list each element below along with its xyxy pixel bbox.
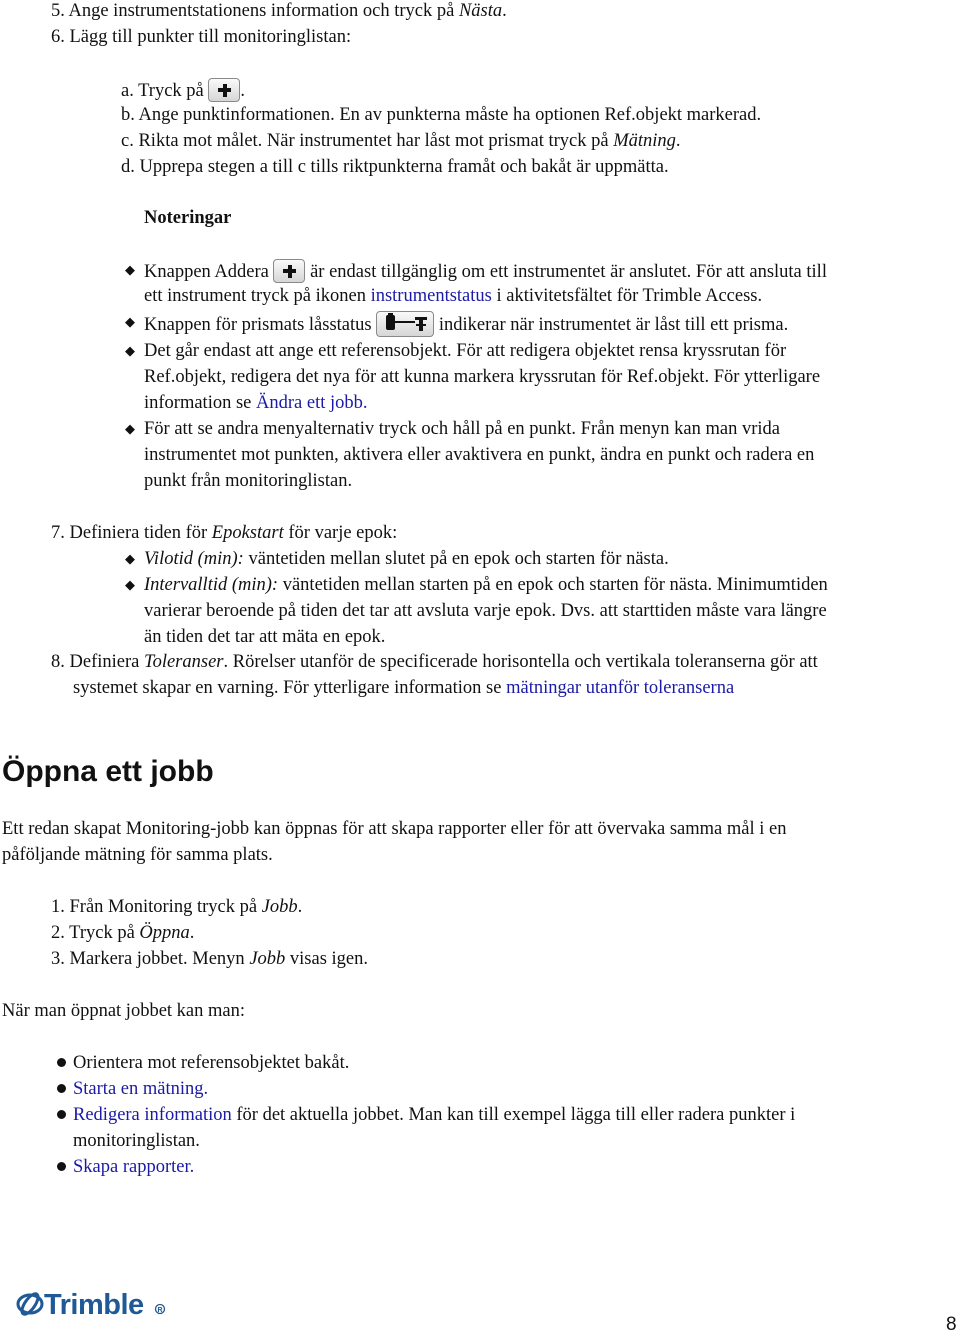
diamond-bullet-icon: ◆	[125, 551, 135, 566]
trimble-logo	[16, 1284, 168, 1326]
toleranser-link[interactable]: mätningar utanför toleranserna	[506, 678, 735, 698]
bullet-item-2	[73, 1078, 208, 1100]
open-step-2: 2. Tryck på Öppna.	[51, 923, 195, 943]
open-step-3: 3. Markera jobbet. Menyn Jobb visas igen.	[51, 949, 369, 969]
add-plus-icon	[273, 259, 305, 283]
svg-text:R: R	[157, 1307, 163, 1314]
substep-a: a. Tryck på .	[121, 78, 245, 102]
section-intro-line-1: Ett redan skapat Monitoring-jobb kan öppnas för att skapa rapporter eller för att övervaka samma mål i en	[2, 819, 787, 839]
starta-matning-link[interactable]: Starta en mätning.	[73, 1079, 209, 1099]
step-7-bullet-2-line-3: än tiden det tar att mäta en epok.	[144, 627, 386, 647]
bullet-dot-icon	[57, 1058, 66, 1067]
bullet-item-3-line-1: Redigera information för det aktuella jobbet. Man kan till exempel lägga till eller radera punkter i	[73, 1105, 796, 1125]
step-8-line-1: 8. Definiera Toleranser. Rörelser utanför de specificerade horisontella och vertikala toleranserna gör att	[51, 652, 818, 672]
step-7-bullet-2-line-2: varierar beroende på tiden det tar att avsluta varje epok. Dvs. att starttiden måste vara längre	[144, 601, 827, 621]
step-7-bullet-1: Vilotid (min): väntetiden mellan slutet på en epok och starten för nästa.	[144, 549, 669, 569]
diamond-bullet-icon: ◆	[125, 421, 135, 436]
note-4-line-1: För att se andra menyalternativ tryck och håll på en punkt. Från menyn kan man vrida	[144, 419, 781, 439]
step-number: 6.	[51, 27, 65, 47]
step-6: 6. Lägg till punkter till monitoringlistan:	[51, 27, 352, 47]
substep-c: c. Rikta mot målet. När instrumentet har låst mot prismat tryck på Mätning.	[121, 131, 681, 151]
note-4-line-2: instrumentet mot punkten, aktivera eller avaktivera en punkt, ändra en punkt och radera en	[144, 445, 815, 465]
bullet-dot-icon	[57, 1162, 66, 1171]
step-7: 7. Definiera tiden för Epokstart för varje epok:	[51, 523, 398, 543]
note-1-line-2: ett instrument tryck på ikonen instrumentstatus i aktivitetsfältet för Trimble Access.	[144, 286, 763, 306]
substep-d: d. Upprepa stegen a till c tills riktpunkterna framåt och bakåt är uppmätta.	[121, 157, 669, 177]
andra-ett-jobb-link[interactable]: Ändra ett jobb.	[256, 393, 368, 413]
bullet-dot-icon	[57, 1110, 66, 1119]
diamond-bullet-icon: ◆	[125, 343, 135, 358]
note-3-line-2: Ref.objekt, redigera det nya för att kunna markera kryssrutan för Ref.objekt. För ytterligare	[144, 367, 821, 387]
substep-b: b. Ange punktinformationen. En av punkterna måste ha optionen Ref.objekt markerad.	[121, 105, 762, 125]
bullet-item-3-line-2: monitoringlistan.	[73, 1131, 200, 1151]
logo-text: Trimble	[44, 1289, 144, 1320]
skapa-rapporter-link[interactable]: Skapa rapporter.	[73, 1157, 195, 1177]
open-step-1: 1. Från Monitoring tryck på Jobb.	[51, 897, 303, 917]
bullet-item-1: Orientera mot referensobjektet bakåt.	[73, 1053, 350, 1073]
redigera-information-link[interactable]: Redigera information	[73, 1105, 232, 1125]
bullet-dot-icon	[57, 1084, 66, 1093]
diamond-bullet-icon: ◆	[125, 577, 135, 592]
notes-heading: Noteringar	[144, 208, 232, 228]
diamond-bullet-icon: ◆	[125, 262, 135, 277]
note-1-line-1: Knappen Addera är endast tillgänglig om ett instrumentet är anslutet. För att ansluta till	[144, 259, 827, 283]
section-intro-line-2: påföljande mätning för samma plats.	[2, 845, 273, 865]
add-plus-icon	[208, 78, 240, 102]
note-3-line-3: information se Ändra ett jobb.	[144, 393, 368, 413]
step-5: 5. Ange instrumentstationens information och tryck på Nästa.	[51, 1, 507, 21]
bullet-item-4	[73, 1156, 194, 1178]
note-4-line-3: punkt från monitoringlistan.	[144, 471, 353, 491]
note-2: Knappen för prismats låsstatus indikerar när instrumentet är låst till ett prisma.	[144, 311, 788, 337]
step-8-line-2: systemet skapar en varning. För ytterligare information se mätningar utanför toleranserna	[73, 678, 735, 698]
after-open-text: När man öppnat jobbet kan man:	[2, 1001, 246, 1021]
instrumentstatus-link[interactable]: instrumentstatus	[370, 286, 492, 306]
note-3-line-1: Det går endast att ange ett referensobjekt. För att redigera objektet rensa kryssrutan för	[144, 341, 787, 361]
step-7-bullet-2-line-1: Intervalltid (min): väntetiden mellan starten på en epok och starten för nästa. Minimumtiden	[144, 575, 828, 595]
step-number: 5.	[51, 1, 65, 21]
section-heading: Öppna ett jobb	[2, 755, 214, 788]
prism-lock-icon	[376, 311, 434, 337]
page-number: 8	[946, 1314, 957, 1335]
diamond-bullet-icon: ◆	[125, 314, 135, 329]
